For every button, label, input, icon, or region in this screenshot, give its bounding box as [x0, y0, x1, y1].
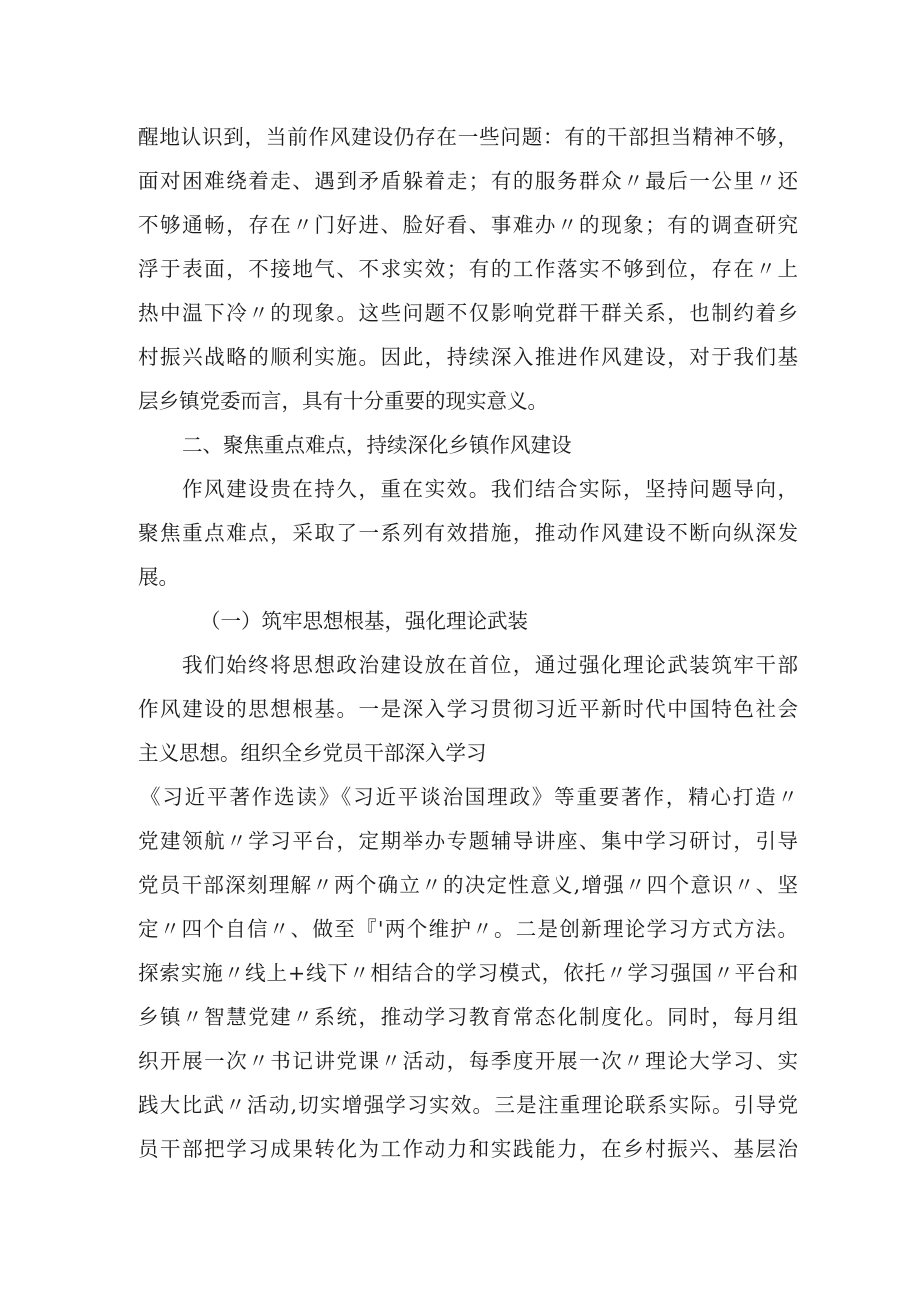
paragraph-line: 织开展一次〃书记讲党课〃活动，每季度开展一次〃理论大学习、实	[138, 1049, 798, 1073]
paragraph-line: 热中温下冷〃的现象。这些问题不仅影响党群干群关系，也制约着乡	[138, 301, 798, 325]
paragraph-line: 醒地认识到，当前作风建设仍存在一些问题：有的干部担当精神不够，	[138, 125, 798, 149]
subsection-heading: （一）筑牢思想根基，强化理论武装	[200, 609, 528, 633]
paragraph-line: 层乡镇党委而言，具有十分重要的现实意义。	[138, 389, 548, 413]
paragraph-line: 党员干部深刻理解〃两个确立〃的决定性意义,增强〃四个意识〃、坚	[138, 873, 798, 897]
paragraph-line: 《习近平著作选读》《习近平谈治国理政》等重要著作，精心打造〃	[140, 785, 798, 809]
paragraph-line: 不够通畅，存在〃门好进、脸好看、事难办〃的现象；有的调查研究	[138, 213, 798, 237]
paragraph-line: 员干部把学习成果转化为工作动力和实践能力，在乡村振兴、基层治	[138, 1137, 798, 1161]
paragraph-line: 探索实施〃线上+线下〃相结合的学习模式，依托〃学习强国〃平台和	[138, 961, 798, 985]
paragraph-line: 浮于表面，不接地气、不求实效；有的工作落实不够到位，存在〃上	[138, 257, 798, 281]
paragraph-line: 党建领航〃学习平台，定期举办专题辅导讲座、集中学习研讨，引导	[138, 829, 798, 853]
paragraph-line: 我们始终将思想政治建设放在首位，通过强化理论武装筑牢干部	[182, 653, 798, 677]
section-heading: 二、聚焦重点难点，持续深化乡镇作风建设	[182, 433, 572, 457]
paragraph-line: 聚焦重点难点，采取了一系列有效措施，推动作风建设不断向纵深发	[138, 521, 798, 545]
paragraph-line: 面对困难绕着走、遇到矛盾躲着走；有的服务群众〃最后一公里〃还	[138, 169, 798, 193]
paragraph-line: 主义思想。组织全乡党员干部深入学习	[138, 741, 487, 765]
paragraph-line: 展。	[138, 565, 179, 589]
paragraph-line: 定〃四个自信〃、做至『'两个维护〃。二是创新理论学习方式方法。	[138, 917, 798, 941]
paragraph-line: 村振兴战略的顺利实施。因此，持续深入推进作风建设，对于我们基	[138, 345, 798, 369]
paragraph-line: 乡镇〃智慧党建〃系统，推动学习教育常态化制度化。同时，每月组	[138, 1005, 798, 1029]
paragraph-line: 作风建设贵在持久，重在实效。我们结合实际，坚持问题导向，	[182, 477, 798, 501]
paragraph-line: 作风建设的思想根基。一是深入学习贯彻习近平新时代中国特色社会	[138, 697, 798, 721]
paragraph-line: 践大比武〃活动,切实增强学习实效。三是注重理论联系实际。引导党	[138, 1093, 798, 1117]
